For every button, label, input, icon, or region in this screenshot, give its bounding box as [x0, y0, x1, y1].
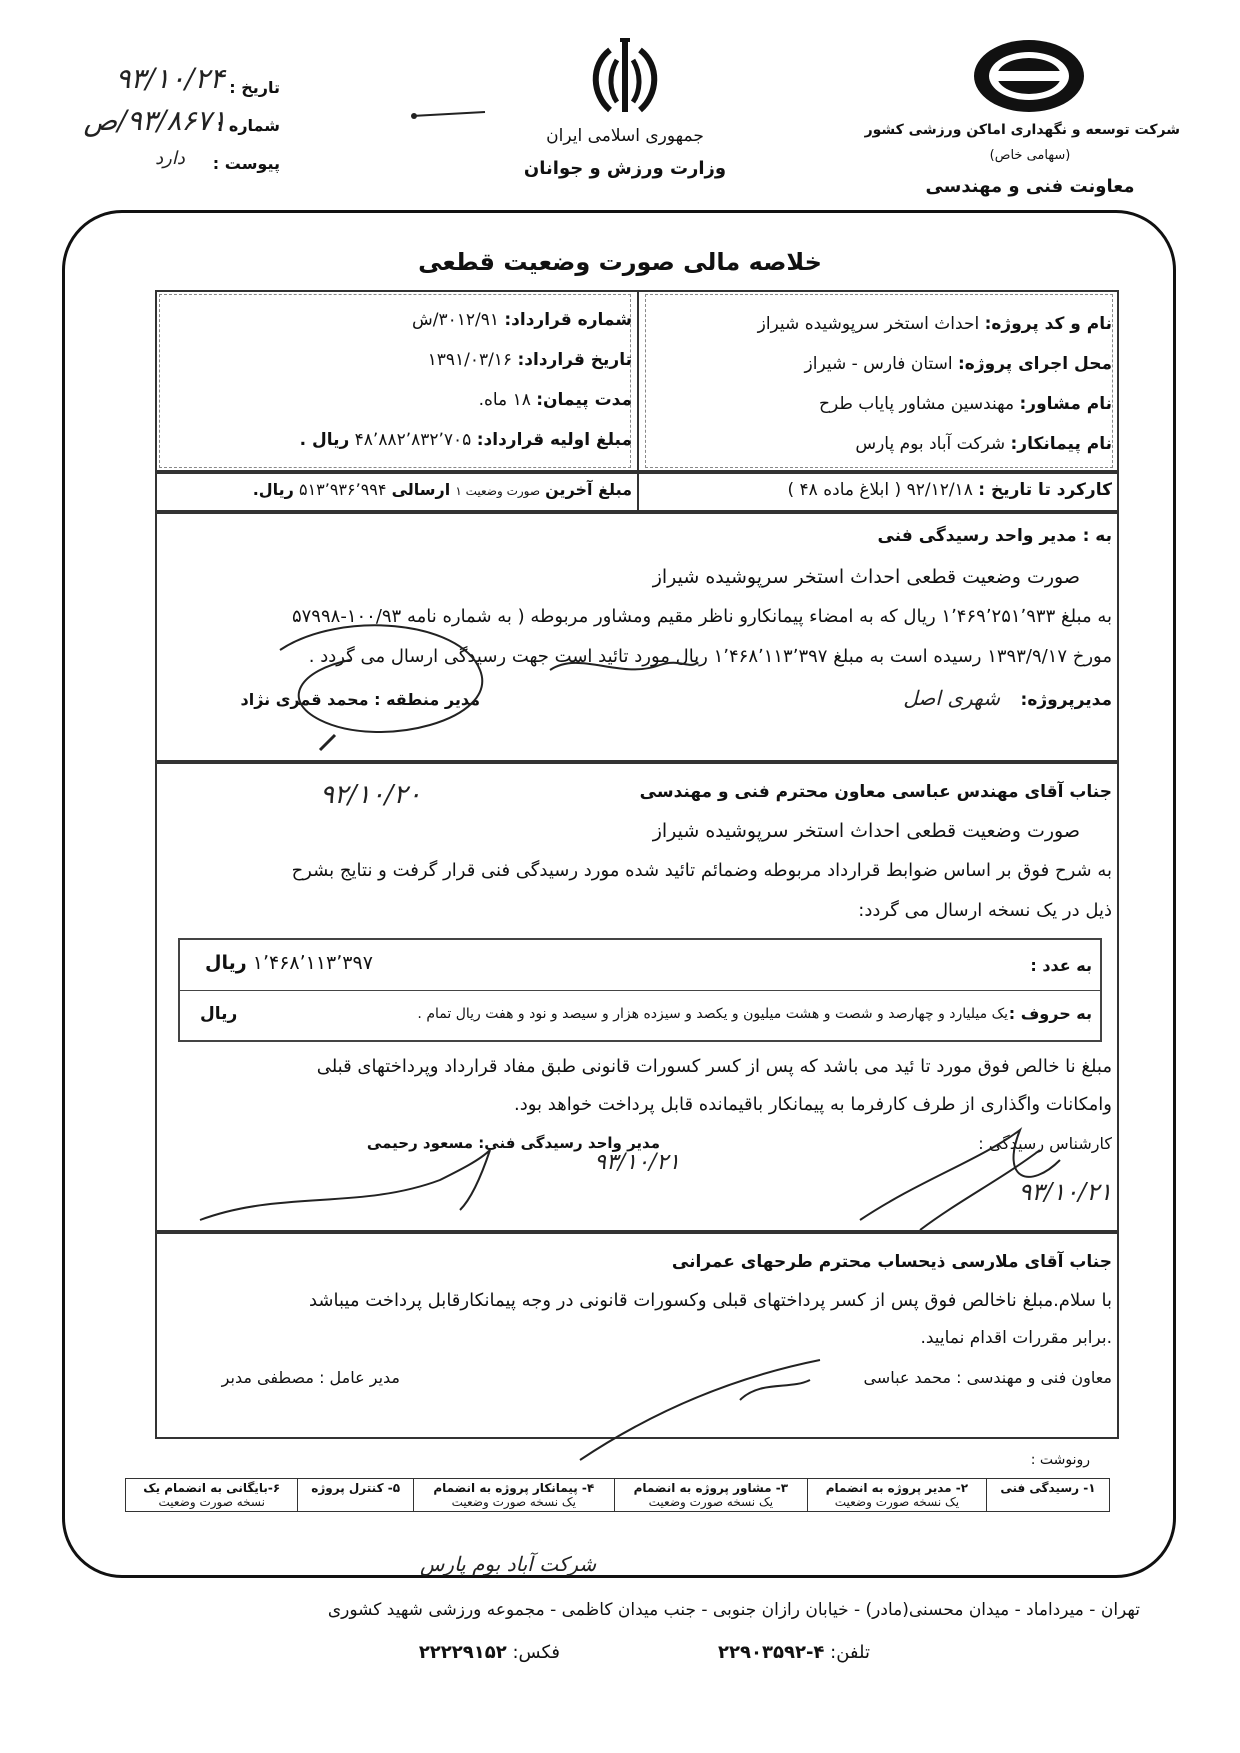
section2-line3: ذیل در یک نسخه ارسال می گردد: [858, 900, 1112, 921]
cc-item: ۲- مدیر پروژه به انضمام یک نسخه صورت وضعیت [807, 1479, 986, 1512]
contract-number: شماره قرارداد: ۳۰۱۲/۹۱/ش [411, 310, 632, 330]
attachment-value: دارد [155, 148, 185, 169]
iran-emblem-icon [580, 30, 670, 120]
last-amount: مبلغ آخرین صورت وضعیت ۱ ارسالی ۵۱۳٬۹۳۶٬۹۹۴ ریال. [252, 480, 632, 499]
expert-label: کارشناس رسیدگی : [978, 1134, 1112, 1153]
signature-icon [160, 1120, 1120, 1230]
section1-line2: به مبلغ ۱٬۴۶۹٬۲۵۱٬۹۳۳ ریال که به امضاء پیمانکارو ناظر مقیم ومشاور مربوطه ( به شماره نامه ۱۰۰/۹۳-۵۷۹۹۸ [291, 606, 1112, 627]
company-logo-icon [970, 36, 1088, 116]
cc-item: ۴- پیمانکار پروژه به انضمام یک نسخه صورت وضعیت [413, 1479, 614, 1512]
section3-recipient: جناب آقای ملارسی ذیحساب محترم طرحهای عمرانی [671, 1252, 1112, 1272]
signature-icon [260, 610, 700, 760]
section1-line3: مورخ ۱۳۹۳/۹/۱۷ رسیده است به مبلغ ۱٬۴۶۸٬۱۱۳٬۳۹۷ ریال مورد تائید است جهت رسیدگی ارسال می گردد . [308, 646, 1112, 667]
section2-recipient: جناب آقای مهندس عباسی معاون محترم فنی و مهندسی [639, 782, 1112, 802]
footer-phone: تلفن: ۴-۲۲۹۰۳۵۹۲ [718, 1642, 870, 1663]
technical-head: مدیر واحد رسیدگی فنی: مسعود رحیمی [366, 1134, 660, 1152]
section3-line1: با سلام.مبلغ ناخالص فوق پس از کسر پرداختهای قبلی وکسورات قانونی در وجه پیمانکارقابل پرداخت میباشد [308, 1290, 1112, 1311]
cc-item: ۶-بایگانی به انضمام یک نسخه صورت وضعیت [126, 1479, 298, 1512]
amount-words: یک میلیارد و چهارصد و شصت و هشت میلیون و یکصد و سیزده هزار و سیصد و نود و هفت ریال تمام . [417, 1006, 1008, 1022]
ministry-name: وزارت ورزش و جوانان [523, 158, 727, 179]
amount-numeric: ۱٬۴۶۸٬۱۱۳٬۳۹۷ ریال [205, 952, 373, 974]
attachment-label: پیوست : [212, 154, 280, 173]
signature-icon [560, 1340, 860, 1470]
ceo-signature-label: مدیر عامل : مصطفی مدبر [221, 1368, 400, 1387]
contract-date: تاریخ قرارداد: ۱۳۹۱/۰۳/۱۶ [427, 350, 632, 370]
initial-amount: مبلغ اولیه قرارداد: ۴۸٬۸۸۲٬۸۳۲٬۷۰۵ ریال . [299, 430, 632, 450]
number-label: شماره : [216, 116, 280, 135]
section2-line1: صورت وضعیت قطعی احداث استخر سرپوشیده شیراز [652, 820, 1080, 842]
technical-head-date: ۹۳/۱۰/۲۱ [594, 1150, 680, 1175]
company-type: (سهامی خاص) [989, 148, 1071, 163]
contract-duration: مدت پیمان: ۱۸ ماه. [478, 390, 632, 410]
expert-date: ۹۳/۱۰/۲۱ [1018, 1178, 1112, 1206]
cc-handwritten-note: شرکت آباد بوم پارس [420, 1552, 597, 1576]
footer-address: تهران - میرداماد - میدان محسنی(مادر) - خیابان رازان جنوبی - جنب میدان کاظمی - مجموعه ورزشی شهید کشوری [327, 1600, 1140, 1620]
consultant-name: نام مشاور: مهندسین مشاور پایاب طرح [818, 394, 1112, 414]
contractor-name: نام پیمانکار: شرکت آباد بوم پارس [855, 434, 1112, 454]
amount-words-unit: ریال [200, 1004, 238, 1024]
cc-label: رونوشت : [1030, 1452, 1090, 1468]
company-name: شرکت توسعه و نگهداری اماکن ورزشی کشور [864, 122, 1180, 138]
cc-table [125, 1478, 1110, 1512]
amount-words-label: به حروف : [1008, 1004, 1092, 1023]
pen-mark-icon [410, 104, 490, 124]
document-title: خلاصه مالی صورت وضعیت قطعی [418, 248, 822, 276]
gov-name: جمهوری اسلامی ایران [546, 126, 704, 146]
section2-note2: وامکانات واگذاری از طرف کارفرما به پیمانکار باقیمانده قابل پرداخت خواهد بود. [514, 1094, 1112, 1115]
date-label: تاریخ : [229, 78, 280, 97]
work-until: کارکرد تا تاریخ : ۹۲/۱۲/۱۸ ( ابلاغ ماده ۴۸ ) [787, 480, 1112, 500]
cc-item: ۳- مشاور پروژه به انضمام یک نسخه صورت وضعیت [614, 1479, 807, 1512]
company-department: معاونت فنی و مهندسی [925, 176, 1135, 197]
amount-numeric-label: به عدد : [1030, 956, 1092, 975]
section2-line2: به شرح فوق بر اساس ضوابط قرارداد مربوطه وضمائم تائید شده مورد رسیدگی فنی قرار گرفت و نتایج بشرح [291, 860, 1112, 881]
date-value: ۹۳/۱۰/۲۴ [115, 62, 225, 95]
section1-line1: صورت وضعیت قطعی احداث استخر سرپوشیده شیراز [652, 566, 1080, 588]
project-manager-label: مدیرپروژه: [1020, 690, 1112, 710]
section2-note1: مبلغ نا خالص فوق مورد تا ئید می باشد که پس از کسر کسورات قانونی طبق مفاد قرارداد وپرداختهای قبلی [316, 1056, 1112, 1077]
project-manager-signature: شهری اصل [903, 686, 1000, 710]
cc-item: ۱- رسیدگی فنی [986, 1479, 1109, 1512]
cc-item: ۵- کنترل پروژه [298, 1479, 414, 1512]
project-name: نام و کد پروژه: احداث استخر سرپوشیده شیراز [757, 314, 1112, 334]
section2-date-note: ۹۲/۱۰/۲۰ [320, 780, 422, 810]
deputy-signature-label: معاون فنی و مهندسی : محمد عباسی [863, 1368, 1112, 1387]
section3-line2: .برابر مقررات اقدام نمایید. [920, 1328, 1112, 1348]
section1-recipient: به : مدیر واحد رسیدگی فنی [877, 526, 1112, 546]
number-value: ۹۳/۸۶۷۱/ص [83, 104, 227, 137]
project-location: محل اجرای پروژه: استان فارس - شیراز [804, 354, 1112, 374]
footer-fax: فکس: ۲۲۲۲۹۱۵۲ [418, 1642, 560, 1663]
region-manager: مدیر منطقه : محمد قمری نژاد [240, 690, 480, 709]
